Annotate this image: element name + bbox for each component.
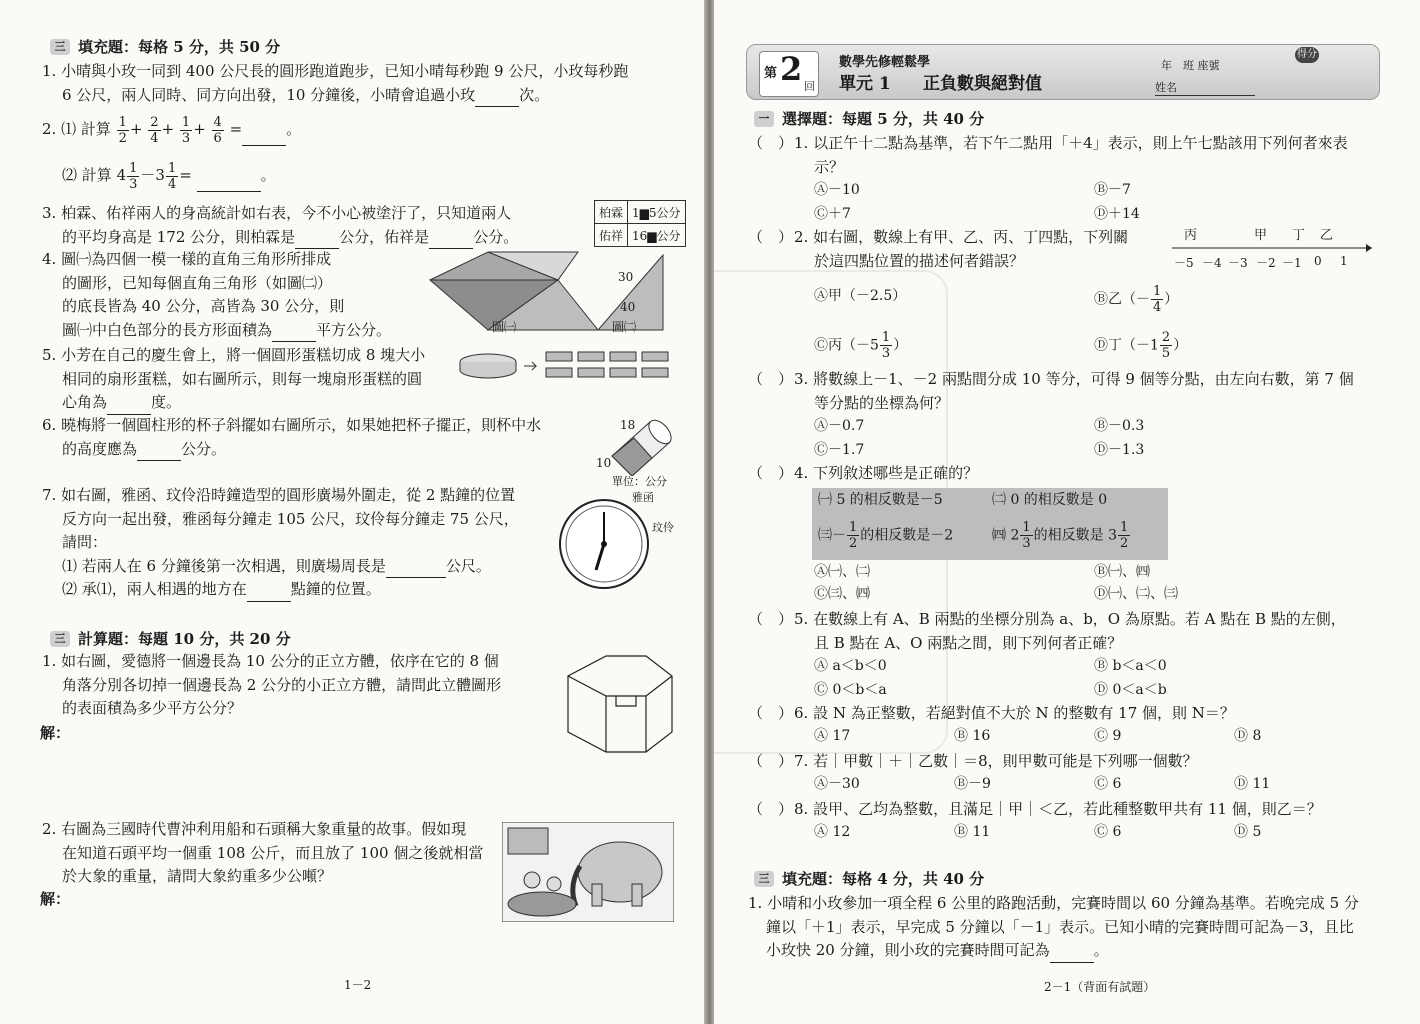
answer-paren[interactable]: （ ） (748, 134, 794, 152)
mc-question-4: （ ）4. 下列敘述哪些是正確的？ (748, 464, 979, 482)
option-b[interactable]: Ⓑ－9 (954, 776, 991, 792)
unit-title: 正負數與絕對值 (923, 74, 1042, 94)
series-title: 數學先修輕鬆學 (839, 55, 931, 70)
number-line-labels: 丙 甲 丁 乙 －5 －4 －3 －2 －1 0 1 (1174, 228, 1348, 270)
class-seat-field[interactable]: 年 班 座號 (1161, 59, 1220, 72)
option-b[interactable]: Ⓑ 16 (954, 728, 991, 744)
answer-label: 解： (40, 724, 71, 742)
question-7: 7. 如右圖，雅函、玟伶沿時鐘造型的圓形廣場外圍走，從 2 點鐘的位置 反方向一起出發，雅函每分鐘走 105 公尺，玟伶每分鐘走 75 公尺， 請問： ⑴ 若兩人在 6 分鐘後第一次相遇，則廣場周長是 公尺。 ⑵ 承⑴，兩人相遇的地方在 點鐘的位置。 (42, 484, 519, 602)
mc-question-5: （ ）5. 在數線上有 A、B 兩點的坐標分別為 a、b，O 為原點。若 A 點在 B 點的左側， 且 B 點在 A、O 兩點之間，則下列何者正確？ (748, 610, 1346, 652)
section-fill-header-2: 三 填充題：每格 4 分，共 40 分 (754, 868, 984, 889)
answer-blank[interactable] (242, 129, 286, 146)
option-c[interactable]: Ⓒ丙（－5 $\frac{1}{3}$ ） (814, 330, 908, 361)
option-d[interactable]: Ⓓ 8 (1234, 728, 1262, 744)
mc-question-7: （ ）7. 若｜甲數｜＋｜乙數｜＝8，則甲數可能是下列哪一個數？ (748, 752, 1198, 770)
option-a[interactable]: Ⓐ 12 (814, 824, 851, 840)
mc-question-3: （ ）3. 將數線上－1、－2 兩點間分成 10 等分，可得 9 個等分點，由左向右數，第 7 個 等分點的坐標為何？ (748, 370, 1354, 412)
answer-blank[interactable] (107, 398, 151, 415)
option-a[interactable]: Ⓐ a＜b＜0 (814, 658, 887, 674)
unit-number: 單元 1 (839, 74, 891, 94)
right-page (714, 0, 1420, 1024)
answer-blank[interactable] (295, 232, 339, 249)
calc-question-2: 2. 右圖為三國時代曹沖利用船和石頭稱大象重量的故事。假如現 在知道石頭平均一個重 108 公斤，而且放了 100 個之後就相當 於大象的重量，請問大象約重多少公噸？ (42, 820, 484, 885)
fig-2-label: 圖㈡ (612, 320, 637, 334)
section-fill-header (50, 36, 280, 57)
option-d[interactable]: Ⓓ＋14 (1094, 206, 1140, 222)
section-title: 填充題：每格 5 分，共 50 分 (78, 38, 281, 56)
question-5: 5. 小芳在自己的慶生會上，將一個圓形蛋糕切成 8 塊大小 相同的扇形蛋糕，如右圖所示，則每一塊扇形蛋糕的圓 心角為 度。 (42, 344, 425, 415)
question-3: 3. 柏霖、佑祥兩人的身高統計如右表，今不小心被塗汙了，只知道兩人 的平均身高是 172 公分，則柏霖是 公分，佑祥是 公分。 (42, 202, 518, 249)
name-field[interactable]: 姓名 (1155, 79, 1255, 96)
mc-question-8: （ ）8. 設甲、乙均為整數，且滿足｜甲｜＜乙，若此種整數甲共有 11 個，則乙＝？ (748, 800, 1322, 818)
section-number: 三 (50, 39, 70, 55)
answer-blank[interactable] (197, 175, 261, 192)
option-d[interactable]: Ⓓ 11 (1234, 776, 1271, 792)
section-calc-header: 三 計算題：每題 10 分，共 20 分 (50, 628, 291, 649)
option-a[interactable]: Ⓐ 17 (814, 728, 851, 744)
page-number: 1－2 (344, 978, 372, 992)
option-c[interactable]: Ⓒ－1.7 (814, 442, 865, 458)
clock-figure (558, 498, 650, 590)
option-d[interactable]: Ⓓ丁（－1 $\frac{2}{5}$ ） (1094, 330, 1188, 361)
option-b[interactable]: Ⓑ㈠、㈣ (1094, 564, 1150, 580)
label-wenling: 玟伶 (652, 521, 674, 534)
fig-1-label: 圖㈠ (492, 320, 517, 334)
question-4: 4. 圖㈠為四個一模一樣的直角三角形所排成 的圖形，已知每個直角三角形（如圖㈡） 的底長皆為 40 公分，高皆為 30 公分，則 圖㈠中白色部分的長方形面積為 平方公分。 (42, 248, 391, 342)
option-d[interactable]: Ⓓ㈠、㈡、㈢ (1094, 586, 1178, 602)
answer-blank[interactable] (1050, 946, 1094, 963)
question-2: 2. ⑴ 計算 $\frac{1}{2}$ + $\frac{2}{4}$ + $\frac{1}{3}$ + $\frac{4}{6}$ = 。 (42, 114, 302, 146)
question-2-part-2: ⑵ 計算 4 $\frac{1}{3}$ －3 $\frac{1}{4}$ = 。 (62, 160, 276, 192)
option-c[interactable]: Ⓒ 6 (1094, 824, 1122, 840)
option-c[interactable]: Ⓒ 0＜b＜a (814, 682, 887, 698)
unit-label: 單位：公分 (612, 475, 667, 488)
elephant-illustration (502, 822, 674, 922)
statement-box: ㈠ 5 的相反數是－5 ㈡ 0 的相反數是 0 ㈢－ $\frac{1}{2}$ 的相反數是－2 ㈣ 2 $\frac{1}{3}$ 的相反數是 3 $\frac{1}{2}$ (812, 488, 1168, 560)
option-b[interactable]: Ⓑ 11 (954, 824, 991, 840)
triangles-figure (428, 250, 678, 340)
calc-question-1: 1. 如右圖，愛德將一個邊長為 10 公分的正立方體，依序在它的 8 個 角落分別各切掉一個邊長為 2 公分的小正立方體，請問此立體圖形 的表面積為多少平方公分？ (42, 652, 502, 717)
mc-question-2: （ ）2. 如右圖，數線上有甲、乙、丙、丁四點，下列關 於這四點位置的描述何者錯誤？ (748, 228, 1129, 270)
fill-question-1: 1. 小晴和小玫參加一項全程 6 公里的路跑活動，完賽時間以 60 分鐘為基準。若晚完成 5 分 鐘以「＋1」表示，早完成 5 分鐘以「－1」表示。已知小晴的完賽時間可記為－3，且比 小玫快 20 分鐘，則小玫的完賽時間可記為 。 (748, 892, 1359, 963)
option-c[interactable]: Ⓒ㈢、㈣ (814, 586, 870, 602)
score-badge: 得分 (1295, 47, 1319, 63)
question-6: 6. 曉梅將一個圓柱形的杯子斜擺如右圖所示，如果她把杯子擺正，則杯中水 的高度應為 公分。 (42, 414, 541, 461)
option-d[interactable]: Ⓓ 5 (1234, 824, 1262, 840)
answer-label: 解： (40, 890, 71, 908)
option-b[interactable]: Ⓑ－7 (1094, 182, 1131, 198)
answer-blank[interactable] (475, 90, 519, 107)
option-d[interactable]: Ⓓ－1.3 (1094, 442, 1145, 458)
answer-blank[interactable] (429, 232, 473, 249)
option-c[interactable]: Ⓒ＋7 (814, 206, 851, 222)
option-a[interactable]: Ⓐ－0.7 (814, 418, 865, 434)
answer-blank[interactable] (247, 585, 291, 602)
mc-question-1: （ ）1. 以正午十二點為基準，若下午二點用「＋4」表示，則上午七點該用下列何者來表 示？ (748, 134, 1348, 176)
option-c[interactable]: Ⓒ 9 (1094, 728, 1122, 744)
height-table: 柏霖 1▆5公分 佑祥 16▆公分 (594, 200, 686, 247)
option-d[interactable]: Ⓓ 0＜a＜b (1094, 682, 1167, 698)
answer-blank[interactable] (272, 325, 316, 342)
unit-banner (746, 44, 1380, 100)
label-yahan: 雅函 (632, 491, 654, 504)
option-a[interactable]: Ⓐ甲（－2.5） (814, 288, 907, 304)
option-a[interactable]: Ⓐ㈠、㈡ (814, 564, 870, 580)
mc-question-6: （ ）6. 設 N 為正整數，若絕對值不大於 N 的整數有 17 個，則 N＝？ (748, 704, 1235, 722)
section-choice-header: 一 選擇題：每題 5 分，共 40 分 (754, 108, 984, 129)
question-1: 1. 小晴與小玫一同到 400 公尺長的圓形跑道跑步，已知小晴每秒跑 9 公尺，小玫每秒跑 6 公尺，兩人同時、同方向出發，10 分鐘後，小晴會追過小玫 次。 (42, 60, 628, 107)
cake-figure (458, 348, 678, 384)
option-b[interactable]: Ⓑ b＜a＜0 (1094, 658, 1167, 674)
answer-blank[interactable] (386, 561, 446, 578)
option-c[interactable]: Ⓒ 6 (1094, 776, 1122, 792)
option-a[interactable]: Ⓐ－30 (814, 776, 860, 792)
option-b[interactable]: Ⓑ乙（－ $\frac{1}{4}$ ） (1094, 284, 1179, 315)
answer-blank[interactable] (137, 444, 181, 461)
round-badge: 第 2 回 (759, 51, 819, 97)
option-b[interactable]: Ⓑ－0.3 (1094, 418, 1145, 434)
left-page: 三 填充題：每格 5 分，共 50 分 1. 小晴與小玫一同到 400 公尺長的圓形跑道跑步，已知小晴每秒跑 9 公尺，小玫每秒跑 6 公尺，兩人同時、同方向出發，10 分鐘後，小晴會追過小玫 次。 2. ⑴ 計算 $\frac{1}{2}$ + $\frac{2}{4}$ + $\frac{1}{3}$ + $\frac{4}{6}$ = 。 ⑵ 計算 4 $\frac{1}{3}$ －3 $\frac{1}{4}$ = 。 3. 柏霖、佑祥兩人的身高統計如右表，今不小心被塗汙了，只知道兩人 的平均身高是 172 公分，則柏霖是 公分，佑祥是 公分。 柏霖 1▆5公分 佑祥 16▆公分 4. 圖㈠為四個一模一樣的直角三角形所排成 的圖形，已知每個直角三角形（如圖㈡） 的底長皆為 40 公分，高皆為 30 公分，則 圖㈠中白色部分的長方形面積為 平方公分。 30 40 圖㈠ 圖㈡ 5. 小芳在自己的慶生會上，將一個圓形蛋糕切成 8 塊大小 相同的扇形蛋糕，如右圖所示，則每一塊扇形蛋糕的圓 心角為 度。 6. 曉梅將一個圓柱形的杯子斜擺如右圖所示，如果她把杯子擺正，則杯中水 的高度應為 公分。 18 10 單位：公分 7. 如右圖，雅函、玟伶沿時鐘造型的圓形廣場外圍走，從 2 點鐘的位置 反方向一起出發，雅函每分鐘走 105 公尺，玟伶每分鐘走 75 公尺， 請問： ⑴ 若兩人在 6 分鐘後第一次相遇，則廣場周長是 公尺。 ⑵ 承⑴，兩人相遇的地方在 點鐘的位置。 雅函 玟伶 三 計算題：每題 10 分，共 20 分 1. 如右圖，愛德將一個邊長為 10 公分的正立方體，依序在它的 8 個 角落分別各切掉一個邊長為 2 公分的小正立方體，請問此立體圖形 的表面積為多少平方公分？ 解： 2. 右圖為三國時代曹沖利用船和石頭稱大象重量的故事。假如現 在知道石頭平均一個重 108 公斤，而且放了 100 個之後就相當 於大象的重量，請問大象約重多少公噸？ 解： 1－2 (0, 0, 706, 1024)
cube-figure (562, 652, 678, 756)
page-number: 2－1（背面有試題） (1044, 980, 1156, 994)
option-a[interactable]: Ⓐ－10 (814, 182, 860, 198)
